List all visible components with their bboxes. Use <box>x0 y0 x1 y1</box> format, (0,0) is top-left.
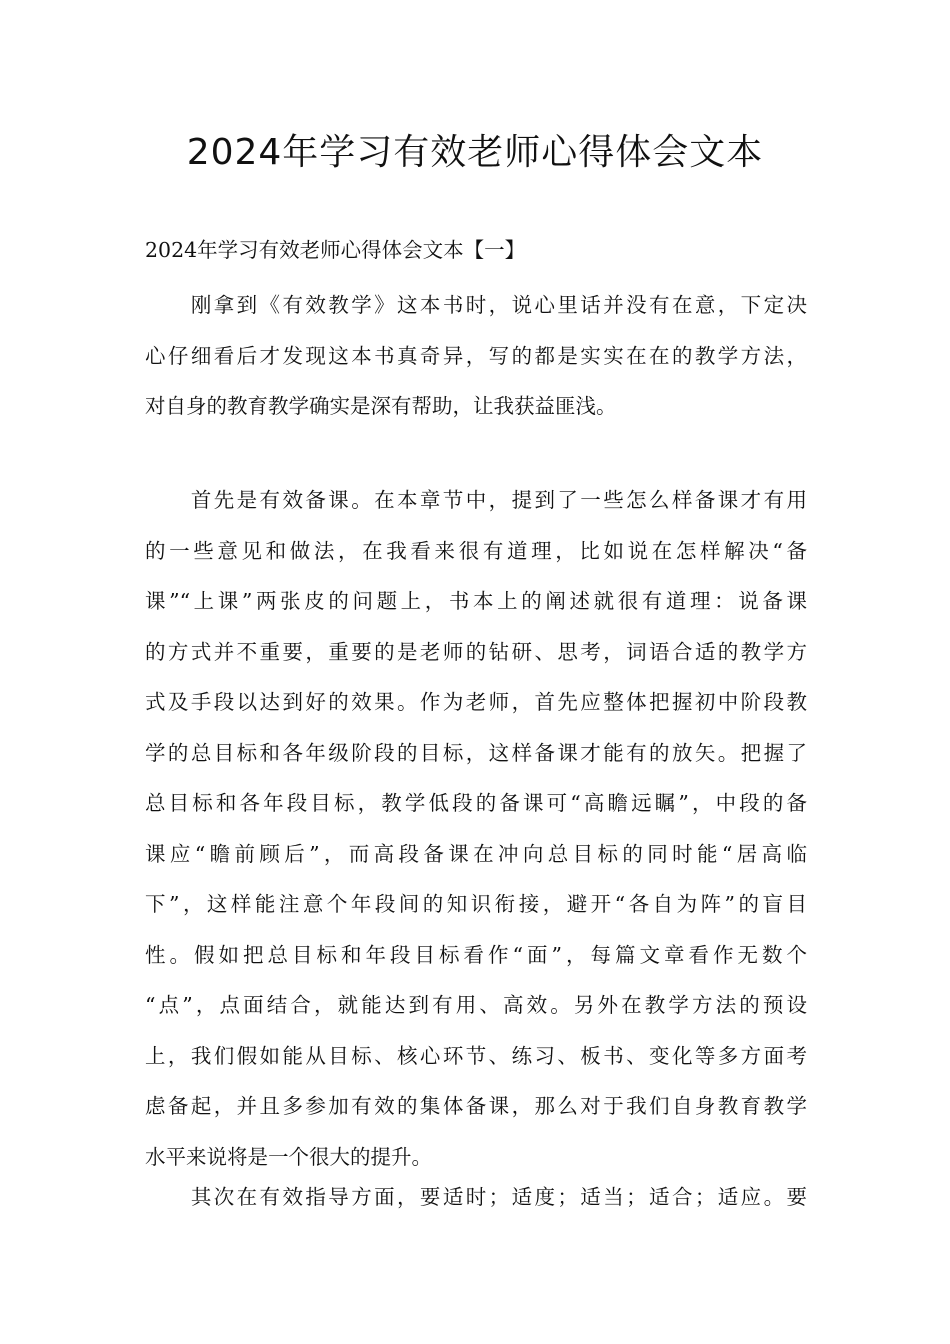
paragraph-line: 对自身的教育教学确实是深有帮助，让我获益匪浅。 <box>145 394 617 418</box>
paragraph-line: 的方式并不重要，重要的是老师的钻研、思考，词语合适的教学方 <box>145 639 807 664</box>
paragraph-line: 学的总目标和各年级阶段的目标，这样备课才能有的放矢。把握了 <box>145 740 807 765</box>
paragraph-line: 心仔细看后才发现这本书真奇异，写的都是实实在在的教学方法， <box>145 343 807 368</box>
paragraph-line: 刚拿到《有效教学》这本书时，说心里话并没有在意，下定决 <box>145 293 807 317</box>
paragraph-2 <box>145 475 807 1182</box>
paragraph-line: 式及手段以达到好的效果。作为老师，首先应整体把握初中阶段教 <box>145 690 807 714</box>
paragraph-line: 课应“瞻前顾后”，而高段备课在冲向总目标的同时能“居高临 <box>145 841 807 866</box>
paragraph-line: 下”，这样能注意个年段间的知识衔接，避开“各自为阵”的盲目 <box>145 892 807 916</box>
paragraph-line: 其次在有效指导方面，要适时；适度；适当；适合；适应。要 <box>145 1185 807 1209</box>
paragraph-line: 的一些意见和做法，在我看来很有道理，比如说在怎样解决“备 <box>145 538 807 563</box>
paragraph-line: 性。假如把总目标和年段目标看作“面”，每篇文章看作无数个 <box>145 942 807 967</box>
paragraph-line: “点”，点面结合，就能达到有用、高效。另外在教学方法的预设 <box>145 993 807 1017</box>
paragraph-line: 虑备起，并且多参加有效的集体备课，那么对于我们自身教育教学 <box>145 1094 807 1118</box>
paragraph-3 <box>145 1172 807 1223</box>
paragraph-line: 水平来说将是一个很大的提升。 <box>145 1144 432 1169</box>
paragraph-line: 课”“上课”两张皮的问题上，书本上的阐述就很有道理：说备课 <box>145 589 807 613</box>
paragraph-line: 总目标和各年段目标，教学低段的备课可“高瞻远瞩”，中段的备 <box>145 791 807 815</box>
document-title: 2024年学习有效老师心得体会文本 <box>186 132 764 173</box>
paragraph-1 <box>145 280 807 432</box>
section-heading: 2024年学习有效老师心得体会文本【一】 <box>145 238 526 262</box>
paragraph-line: 上，我们假如能从目标、核心环节、练习、板书、变化等多方面考 <box>145 1043 807 1068</box>
paragraph-line: 首先是有效备课。在本章节中，提到了一些怎么样备课才有用 <box>145 488 807 512</box>
